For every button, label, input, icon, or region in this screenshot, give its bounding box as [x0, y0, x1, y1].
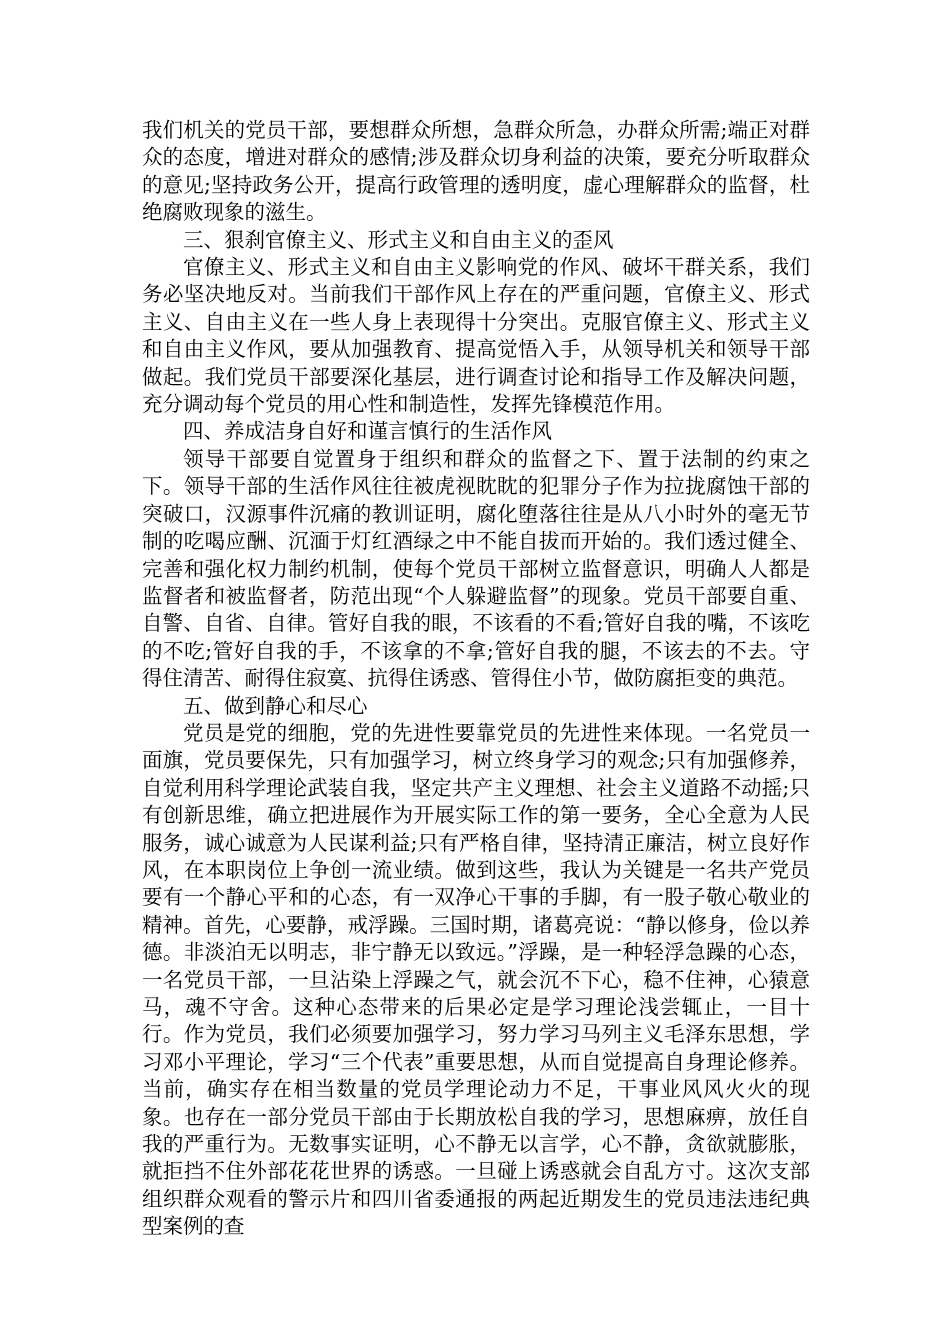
paragraph-3: 领导干部要自觉置身于组织和群众的监督之下、置于法制的约束之下。领导干部的生活作风往往被虎视眈眈的犯罪分子作为拉拢腐蚀干部的突破口，汉源事件沉痛的教训证明，腐化堕落往往是从八小时外的毫无节制的吃喝应酬、沉湎于灯红酒绿之中不能自拔而开始的。我们透过健全、完善和强化权力制约机制，使每个党员干部树立监督意识，明确人人都是监督者和被监督者，防范出现“个人躲避监督”的现象。党员干部要自重、自警、自省、自律。管好自我的眼，不该看的不看;管好自我的嘴，不该吃的不吃;管好自我的手，不该拿的不拿;管好自我的腿，不该去的不去。守得住清苦、耐得住寂寞、抗得住诱惑、管得住小节，做防腐拒变的典范。 [142, 446, 810, 691]
section-heading-3: 三、狠刹官僚主义、形式主义和自由主义的歪风 [183, 227, 614, 252]
section-heading-5: 五、做到静心和尽心 [183, 693, 368, 718]
paragraph-1: 我们机关的党员干部，要想群众所想，急群众所急，办群众所需;端正对群众的态度，增进对群众的感情;涉及群众切身利益的决策，要充分听取群众的意见;坚持政务公开，提高行政管理的透明度，虚心理解群众的监督，杜绝腐败现象的滋生。 [142, 118, 810, 225]
document-page [142, 117, 810, 1241]
paragraph-2: 官僚主义、形式主义和自由主义影响党的作风、破坏干群关系，我们务必坚决地反对。当前我们干部作风上存在的严重问题，官僚主义、形式主义、自由主义在一些人身上表现得十分突出。克服官僚主义、形式主义和自由主义作风，要从加强教育、提高觉悟入手，从领导机关和领导干部做起。我们党员干部要深化基层，进行调查讨论和指导工作及解决问题，充分调动每个党员的用心性和制造性，发挥先锋模范作用。 [142, 255, 810, 417]
section-heading-4: 四、养成洁身自好和谨言慎行的生活作风 [183, 419, 552, 444]
paragraph-4: 党员是党的细胞，党的先进性要靠党员的先进性来体现。一名党员一面旗，党员要保先，只有加强学习，树立终身学习的观念;只有加强修养，自觉利用科学理论武装自我，坚定共产主义理想、社会主义道路不动摇;只有创新思维，确立把进展作为开展实际工作的第一要务，全心全意为人民服务，诚心诚意为人民谋利益;只有严格自律，坚持清正廉洁，树立良好作风，在本职岗位上争创一流业绩。做到这些，我认为关键是一名共产党员要有一个静心平和的心态，有一双净心干事的手脚，有一股子敬心敬业的精神。首先，心要静，戒浮躁。三国时期，诸葛亮说：“静以修身，俭以养德。非淡泊无以明志，非宁静无以致远。”浮躁，是一种轻浮急躁的心态，一名党员干部，一旦沾染上浮躁之气，就会沉不下心，稳不住神，心猿意马，魂不守舍。这种心态带来的后果必定是学习理论浅尝辄止，一目十行。作为党员，我们必须要加强学习，努力学习马列主义毛泽东思想，学习邓小平理论，学习“三个代表”重要思想，从而自觉提高自身理论修养。当前，确实存在相当数量的党员学理论动力不足，干事业风风火火的现象。也存在一部分党员干部由于长期放松自我的学习，思想麻痹，放任自我的严重行为。无数事实证明，心不静无以言学，心不静，贪欲就膨胀，就拒挡不住外部花花世界的诱惑。一旦碰上诱惑就会自乱方寸。这次支部组织群众观看的警示片和四川省委通报的两起近期发生的党员违法违纪典型案例的查 [142, 720, 810, 1239]
